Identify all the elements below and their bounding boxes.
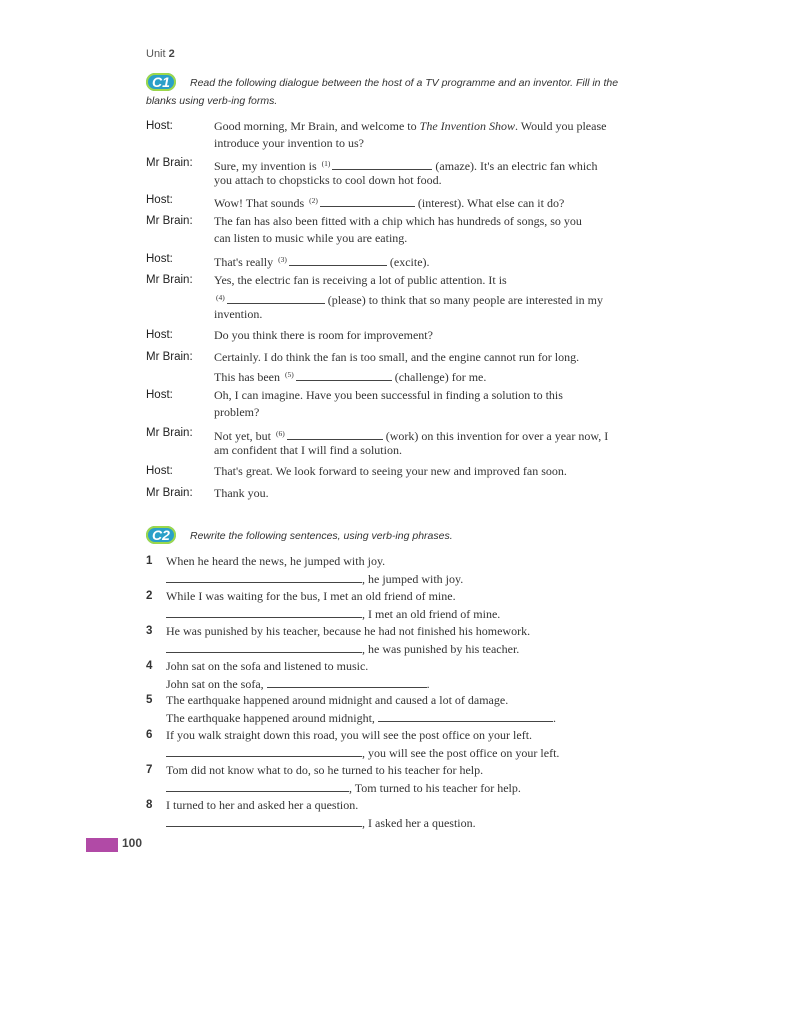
page-color-bar (86, 838, 118, 852)
rewrite-blank[interactable] (166, 605, 362, 618)
speaker-label: Host: (146, 465, 173, 477)
speaker-label: Host: (146, 389, 173, 401)
speaker-label: Mr Brain: (146, 487, 193, 499)
page-number: 100 (122, 836, 143, 850)
rewrite-blank[interactable] (166, 779, 349, 792)
speaker-label: Host: (146, 120, 173, 132)
c1-instruction-line2: blanks using verb-ing forms. (146, 95, 278, 107)
speaker-label: Mr Brain: (146, 157, 193, 169)
rewrite-blank[interactable] (267, 675, 427, 688)
rewrite-blank[interactable] (166, 570, 362, 583)
c2-instruction: Rewrite the following sentences, using verb-ing phrases. (190, 530, 453, 542)
speaker-label: Host: (146, 194, 173, 206)
c1-badge: C1 (146, 73, 176, 91)
speaker-label: Mr Brain: (146, 427, 193, 439)
speaker-label: Mr Brain: (146, 274, 193, 286)
c2-badge: C2 (146, 526, 176, 544)
rewrite-blank[interactable] (166, 640, 362, 653)
answer-blank-4[interactable] (227, 291, 325, 304)
answer-blank-5[interactable] (296, 368, 392, 381)
rewrite-blank[interactable] (166, 814, 362, 827)
answer-blank-2[interactable] (320, 194, 415, 207)
rewrite-blank[interactable] (378, 709, 553, 722)
unit-label: Unit 2 (146, 48, 175, 60)
speaker-label: Host: (146, 253, 173, 265)
answer-blank-6[interactable] (287, 427, 383, 440)
answer-blank-1[interactable] (332, 157, 432, 170)
speaker-label: Host: (146, 329, 173, 341)
rewrite-blank[interactable] (166, 744, 362, 757)
answer-blank-3[interactable] (289, 253, 387, 266)
speaker-label: Mr Brain: (146, 215, 193, 227)
speaker-label: Mr Brain: (146, 351, 193, 363)
c1-instruction-line1: Read the following dialogue between the host of a TV programme and an inventor. Fill in the (190, 77, 619, 89)
